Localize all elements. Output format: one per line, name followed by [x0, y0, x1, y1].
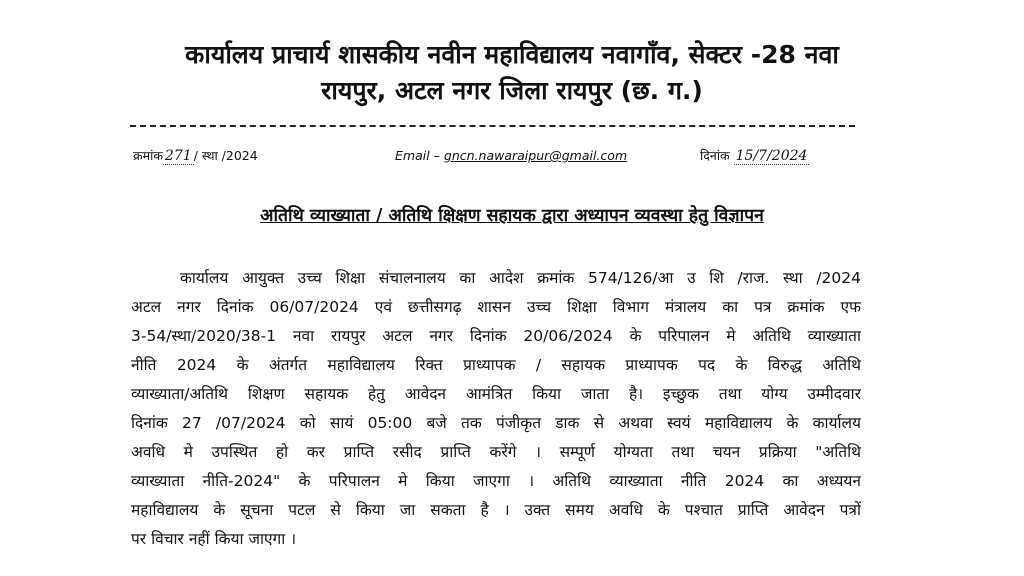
reference-number-handwritten: 271 — [164, 148, 192, 164]
body-line: नीति 2024 के अंतर्गत महाविद्यालय रिक्त प्राध्यापक / सहायक प्राध्यापक पद के विरुद्ध अतिथि — [131, 356, 861, 374]
body-line: महाविद्यालय के सूचना पटल से किया जा सकता है । उक्त समय अवधि के पश्चात प्राप्ति आवेदन पत्रों — [131, 501, 861, 519]
date-label: दिनांक — [700, 148, 730, 163]
body-line: 3-54/स्था/2020/38-1 नवा रायपुर अटल नगर दिनांक 20/06/2024 के परिपालन मे अतिथि व्याख्याता — [131, 327, 861, 345]
email-address: gncn.nawaraipur@gmail.com — [443, 148, 628, 163]
advertisement-title: अतिथि व्याख्याता / अतिथि क्षिक्षण सहायक द्वारा अध्यापन व्यवस्था हेतु विज्ञापन — [260, 206, 764, 226]
email-line — [395, 147, 627, 165]
reference-suffix: / स्था /2024 — [193, 148, 258, 163]
body-line: व्याख्याता/अतिथि शिक्षण सहायक हेतु आवेदन आमंत्रित किया जाता है। इच्छुक तथा योग्य उम्मीदवार — [131, 385, 861, 403]
body-line: व्याख्याता नीति-2024" के परिपालन मे किया जाएगा । अतिथि व्याख्याता नीति 2024 का अध्ययन — [131, 472, 861, 490]
body-line: दिनांक 27 /07/2024 को सायं 05:00 बजे तक पंजीकृत डाक से अथवा स्वयं महाविद्यालय के कार्यालय — [131, 414, 861, 432]
email-label: Email – — [395, 148, 444, 163]
date-line — [700, 147, 809, 165]
reference-number — [133, 147, 258, 165]
header-divider — [130, 125, 855, 127]
body-line: अटल नगर दिनांक 06/07/2024 एवं छत्तीसगढ़ शासन उच्च शिक्षा विभाग मंत्रालय का पत्र क्रमांक एफ — [131, 298, 861, 316]
office-header-line-1: कार्यालय प्राचार्य शासकीय नवीन महाविद्यालय नवागाँव, सेक्टर -28 नवा — [185, 40, 839, 69]
reference-label: क्रमांक — [133, 148, 163, 163]
body-line: कार्यालय आयुक्त उच्च शिक्षा संचालनालय का आदेश क्रमांक 574/126/आ उ शि /राज. स्था /2024 — [180, 269, 861, 287]
body-line: अवधि मे उपस्थित हो कर प्राप्ति रसीद प्राप्ति करेंगे । सम्पूर्ण योग्यता तथा चयन प्रक्रिया "अतिथि — [131, 443, 861, 461]
date-handwritten: 15/7/2024 — [735, 148, 808, 164]
office-header-line-2: रायपुर, अटल नगर जिला रायपुर (छ. ग.) — [321, 76, 703, 105]
body-line: पर विचार नहीं किया जाएगा । — [131, 530, 297, 548]
